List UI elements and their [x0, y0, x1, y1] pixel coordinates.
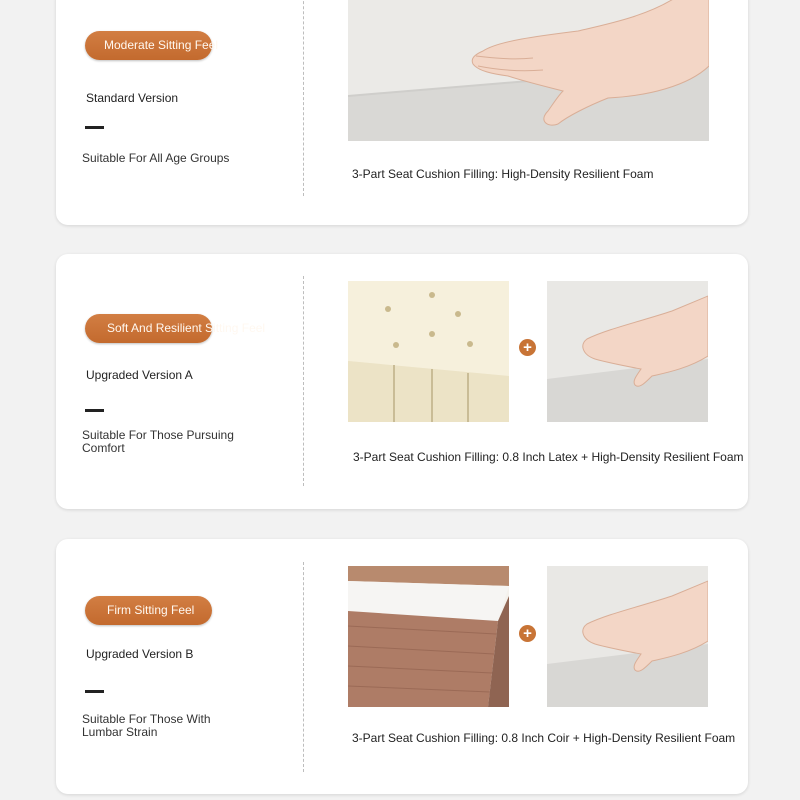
divider-dash [85, 690, 104, 693]
filling-caption: 3-Part Seat Cushion Filling: 0.8 Inch Latex + High-Density Resilient Foam [353, 450, 744, 464]
version-title: Upgraded Version B [86, 647, 194, 661]
sitting-feel-label: Firm Sitting Feel [107, 603, 195, 617]
sitting-feel-label: Moderate Sitting Feel [104, 38, 219, 52]
sitting-feel-badge [85, 31, 219, 60]
vertical-divider [303, 276, 304, 486]
divider-dash [85, 126, 104, 129]
foam-press-photo [348, 0, 709, 141]
vertical-divider [303, 0, 304, 196]
sitting-feel-badge [85, 314, 266, 343]
divider-dash [85, 409, 104, 412]
latex-layer-photo [348, 281, 509, 422]
sitting-feel-badge [85, 596, 212, 625]
coir-layer-photo [348, 566, 509, 707]
filling-caption: 3-Part Seat Cushion Filling: 0.8 Inch Coir + High-Density Resilient Foam [352, 731, 736, 745]
foam-press-photo [547, 566, 708, 707]
suitable-for-text: Suitable For Those With Lumbar Strain [82, 712, 211, 739]
version-title: Upgraded Version A [86, 368, 193, 382]
filling-caption: 3-Part Seat Cushion Filling: High-Density Resilient Foam [352, 167, 654, 181]
plus-icon: + [519, 339, 536, 356]
feature-card-version-a [56, 254, 748, 509]
suitable-for-text: Suitable For All Age Groups [82, 151, 230, 165]
sitting-feel-label: Soft And Resilient Sitting Feel [107, 321, 266, 335]
feature-card-version-b [56, 539, 748, 794]
suitable-for-text: Suitable For Those Pursuing Comfort [82, 428, 234, 455]
plus-icon: + [519, 625, 536, 642]
vertical-divider [303, 562, 304, 772]
feature-card-standard [56, 0, 748, 225]
foam-press-photo [547, 281, 708, 422]
version-title: Standard Version [86, 91, 179, 105]
